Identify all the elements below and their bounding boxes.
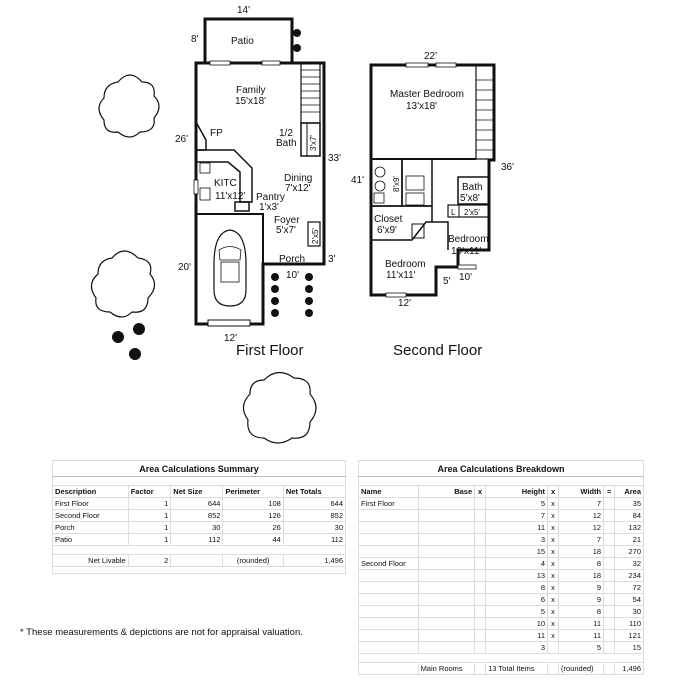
breakdown-cell: 121 (615, 630, 644, 642)
breakdown-cell (359, 534, 419, 546)
breakdown-header: Area (615, 486, 644, 498)
dining-size: 7'x12' (285, 183, 311, 194)
breakdown-cell (604, 534, 615, 546)
breakdown-cell: 7 (559, 498, 604, 510)
summary-header: Net Totals (283, 486, 345, 498)
breakdown-cell (418, 498, 475, 510)
dim-side-26: 26' (175, 134, 189, 145)
breakdown-cell (418, 582, 475, 594)
breakdown-cell: 84 (615, 510, 644, 522)
breakdown-cell: 11 (559, 618, 604, 630)
breakdown-header: Height (486, 486, 548, 498)
breakdown-cell (359, 594, 419, 606)
table-row (359, 498, 644, 510)
summary-cell: 26 (223, 522, 283, 534)
summary-header: Net Size (171, 486, 223, 498)
breakdown-cell: 234 (615, 570, 644, 582)
breakdown-cell: x (548, 570, 559, 582)
breakdown-cell: 3 (486, 534, 548, 546)
breakdown-cell: 132 (615, 522, 644, 534)
breakdown-cell: 5 (486, 498, 548, 510)
breakdown-cell: 7 (559, 534, 604, 546)
table-row (359, 522, 644, 534)
shrub-icon (271, 297, 279, 305)
breakdown-cell: 9 (559, 594, 604, 606)
breakdown-cell: x (548, 558, 559, 570)
breakdown-cell (418, 594, 475, 606)
table-row (53, 555, 346, 567)
summary-cell: First Floor (53, 498, 129, 510)
half-bath-sublabel: Bath (276, 138, 297, 149)
dim-porch-depth: 3' (328, 254, 336, 265)
dim-right-36: 36' (501, 162, 515, 173)
breakdown-cell: First Floor (359, 498, 419, 510)
breakdown-cell (418, 522, 475, 534)
breakdown-cell: x (548, 606, 559, 618)
foyer-size: 5'x7' (276, 225, 296, 236)
summary-footer-cell: 1,496 (283, 555, 345, 567)
bath-label: Bath (462, 182, 483, 193)
breakdown-cell: 11 (559, 630, 604, 642)
breakdown-cell: 3 (486, 642, 548, 654)
breakdown-cell: 54 (615, 594, 644, 606)
breakdown-cell: x (548, 534, 559, 546)
breakdown-cell: 11 (486, 630, 548, 642)
breakdown-cell (418, 606, 475, 618)
shrub-icon (305, 297, 313, 305)
dim-top: 22' (424, 51, 438, 62)
master-bedroom-size: 13'x18' (406, 101, 438, 112)
dim-porch-width: 10' (286, 270, 300, 281)
small-closet-size: 2'x5' (311, 228, 320, 244)
bedroom2-size: 10'x11' (451, 246, 482, 257)
family-label: Family (236, 85, 266, 96)
summary-cell: Second Floor (53, 510, 129, 522)
breakdown-cell (604, 570, 615, 582)
shrub-icon (293, 44, 301, 52)
table-row (359, 618, 644, 630)
breakdown-cell: 18 (559, 570, 604, 582)
breakdown-cell: Second Floor (359, 558, 419, 570)
breakdown-cell (359, 618, 419, 630)
breakdown-cell (359, 570, 419, 582)
breakdown-cell (475, 510, 486, 522)
breakdown-cell: 30 (615, 606, 644, 618)
dim-step-10: 10' (459, 272, 473, 283)
breakdown-cell (418, 630, 475, 642)
breakdown-cell (418, 642, 475, 654)
area-breakdown-table (358, 460, 644, 675)
summary-cell: 852 (171, 510, 223, 522)
breakdown-cell (359, 642, 419, 654)
summary-cell: 1 (128, 522, 171, 534)
summary-cell: 1 (128, 498, 171, 510)
breakdown-cell (418, 510, 475, 522)
shrub-icon (112, 331, 124, 343)
summary-footer-cell: Net Livable (53, 555, 129, 567)
wic-size: 8'x9' (392, 176, 401, 192)
dim-side-20: 20' (178, 262, 192, 273)
table-row (53, 510, 346, 522)
half-bath-label: 1/2 (279, 128, 293, 139)
breakdown-cell (475, 630, 486, 642)
breakdown-footer-cell (604, 663, 615, 675)
summary-cell: 644 (171, 498, 223, 510)
table-row (359, 546, 644, 558)
breakdown-cell: x (548, 582, 559, 594)
breakdown-header: x (548, 486, 559, 498)
kitchen-label: KITC (214, 178, 237, 189)
dim-step-5: 5' (443, 276, 451, 287)
table-row (359, 594, 644, 606)
breakdown-footer-cell: (rounded) (559, 663, 604, 675)
porch-label: Porch (279, 254, 306, 265)
summary-cell: 1 (128, 510, 171, 522)
breakdown-cell: x (548, 594, 559, 606)
dim-bottom-12: 12' (398, 298, 412, 309)
breakdown-cell (475, 546, 486, 558)
breakdown-header: x (475, 486, 486, 498)
breakdown-cell: 15 (486, 546, 548, 558)
table-row (359, 630, 644, 642)
breakdown-footer-cell (475, 663, 486, 675)
patio-label: Patio (231, 36, 254, 47)
breakdown-header: Width (559, 486, 604, 498)
second-floor-title: Second Floor (393, 342, 483, 359)
master-bedroom-label: Master Bedroom (390, 89, 464, 100)
breakdown-cell (548, 642, 559, 654)
foyer-label: Foyer (274, 215, 300, 226)
breakdown-cell (359, 522, 419, 534)
breakdown-cell: x (548, 522, 559, 534)
bedroom3-label: Bedroom (385, 259, 426, 270)
dining-label: Dining (284, 173, 313, 184)
bedroom2-label: Bedroom (448, 234, 489, 245)
area-summary-table (52, 460, 346, 574)
breakdown-cell: 8 (486, 582, 548, 594)
dim-patio-width: 14' (237, 5, 251, 16)
breakdown-cell: 11 (486, 522, 548, 534)
breakdown-cell (604, 606, 615, 618)
breakdown-cell (359, 606, 419, 618)
breakdown-cell: 9 (559, 582, 604, 594)
breakdown-cell: x (548, 510, 559, 522)
breakdown-cell: 21 (615, 534, 644, 546)
table-row (53, 522, 346, 534)
breakdown-header: = (604, 486, 615, 498)
breakdown-cell: 10 (486, 618, 548, 630)
summary-cell: 30 (283, 522, 345, 534)
breakdown-cell (359, 510, 419, 522)
dim-patio-depth: 8' (191, 34, 199, 45)
breakdown-cell: 18 (559, 546, 604, 558)
breakdown-cell (475, 522, 486, 534)
breakdown-cell (475, 558, 486, 570)
summary-header: Factor (128, 486, 171, 498)
shrub-icon (305, 273, 313, 281)
shrub-icon (133, 323, 145, 335)
breakdown-header: Name (359, 486, 419, 498)
breakdown-cell (604, 522, 615, 534)
breakdown-cell: 5 (486, 606, 548, 618)
tree-icon (243, 372, 316, 443)
summary-cell: 852 (283, 510, 345, 522)
summary-header: Description (53, 486, 129, 498)
table-row (359, 582, 644, 594)
shrub-icon (271, 273, 279, 281)
breakdown-cell: 32 (615, 558, 644, 570)
breakdown-footer-cell: Main Rooms (418, 663, 475, 675)
shrub-icon (293, 29, 301, 37)
tree-icon (91, 251, 154, 317)
breakdown-cell (604, 630, 615, 642)
breakdown-footer-cell: 1,496 (615, 663, 644, 675)
breakdown-cell: 12 (559, 510, 604, 522)
linen-closet-size: 2'x5' (464, 208, 480, 217)
breakdown-cell (359, 630, 419, 642)
closet-label: Closet (374, 214, 403, 225)
breakdown-cell (475, 642, 486, 654)
summary-footer-cell: 2 (128, 555, 171, 567)
summary-cell: 1 (128, 534, 171, 546)
summary-title: Area Calculations Summary (53, 461, 346, 477)
breakdown-cell: x (548, 630, 559, 642)
breakdown-cell: 12 (559, 522, 604, 534)
shrub-icon (129, 348, 141, 360)
breakdown-cell: 270 (615, 546, 644, 558)
summary-cell: Porch (53, 522, 129, 534)
dim-left-41: 41' (351, 175, 365, 186)
breakdown-cell (475, 582, 486, 594)
breakdown-cell: x (548, 498, 559, 510)
breakdown-cell (604, 558, 615, 570)
table-row (359, 558, 644, 570)
bedroom3-size: 11'x11' (386, 270, 416, 281)
closet-size: 3'x7' (309, 135, 318, 151)
breakdown-cell (359, 546, 419, 558)
breakdown-cell (604, 546, 615, 558)
summary-header: Perimeter (223, 486, 283, 498)
breakdown-cell: 72 (615, 582, 644, 594)
breakdown-cell: 4 (486, 558, 548, 570)
table-row (359, 570, 644, 582)
breakdown-cell: 5 (559, 642, 604, 654)
breakdown-cell (418, 558, 475, 570)
pantry-size: 1'x3' (259, 202, 279, 213)
table-row (53, 534, 346, 546)
appraisal-disclaimer: * These measurements & depictions are not for appraisal valuation. (20, 627, 303, 638)
breakdown-cell (475, 570, 486, 582)
dim-side-33: 33' (328, 153, 342, 164)
breakdown-cell (604, 618, 615, 630)
breakdown-cell: 8 (559, 558, 604, 570)
summary-cell: 644 (283, 498, 345, 510)
table-row (359, 663, 644, 675)
summary-cell: 112 (171, 534, 223, 546)
breakdown-cell: x (548, 618, 559, 630)
table-row (359, 642, 644, 654)
breakdown-cell (418, 570, 475, 582)
summary-cell: 112 (283, 534, 345, 546)
family-size: 15'x18' (235, 96, 267, 107)
breakdown-cell: 13 (486, 570, 548, 582)
tree-icon (99, 75, 159, 137)
kitchen-size: 11'x12' (215, 191, 246, 202)
breakdown-header: Base (418, 486, 475, 498)
breakdown-footer-cell (359, 663, 419, 675)
breakdown-cell (604, 642, 615, 654)
breakdown-footer-cell (548, 663, 559, 675)
breakdown-cell: 6 (486, 594, 548, 606)
breakdown-cell (475, 498, 486, 510)
breakdown-footer-cell: 13 Total Items (486, 663, 548, 675)
breakdown-cell (359, 582, 419, 594)
breakdown-cell (604, 498, 615, 510)
table-row (53, 498, 346, 510)
breakdown-cell: 110 (615, 618, 644, 630)
first-floor-title: First Floor (236, 342, 304, 359)
breakdown-title: Area Calculations Breakdown (359, 461, 644, 477)
breakdown-cell: 15 (615, 642, 644, 654)
table-row (359, 606, 644, 618)
shrub-icon (271, 285, 279, 293)
closet-size-2f: 6'x9' (377, 225, 397, 236)
summary-cell: 44 (223, 534, 283, 546)
breakdown-cell (604, 510, 615, 522)
breakdown-cell (604, 594, 615, 606)
bath-size: 5'x8' (460, 193, 480, 204)
breakdown-cell: 35 (615, 498, 644, 510)
shrub-icon (305, 285, 313, 293)
breakdown-cell (475, 594, 486, 606)
breakdown-cell (604, 582, 615, 594)
summary-cell: 108 (223, 498, 283, 510)
shrub-icon (271, 309, 279, 317)
pantry-label: Pantry (256, 192, 285, 203)
breakdown-cell: 7 (486, 510, 548, 522)
breakdown-cell (475, 618, 486, 630)
fireplace-label: FP (210, 128, 223, 139)
breakdown-cell (418, 546, 475, 558)
shrub-icon (305, 309, 313, 317)
breakdown-cell (475, 534, 486, 546)
summary-cell: 126 (223, 510, 283, 522)
linen-l: L (451, 208, 456, 217)
table-row (359, 534, 644, 546)
summary-cell: Patio (53, 534, 129, 546)
summary-footer-cell: (rounded) (223, 555, 283, 567)
breakdown-cell: x (548, 546, 559, 558)
breakdown-cell: 8 (559, 606, 604, 618)
table-row (359, 510, 644, 522)
breakdown-cell (475, 606, 486, 618)
dim-front: 12' (224, 333, 238, 344)
breakdown-cell (418, 618, 475, 630)
summary-cell: 30 (171, 522, 223, 534)
breakdown-cell (418, 534, 475, 546)
summary-footer-cell (171, 555, 223, 567)
